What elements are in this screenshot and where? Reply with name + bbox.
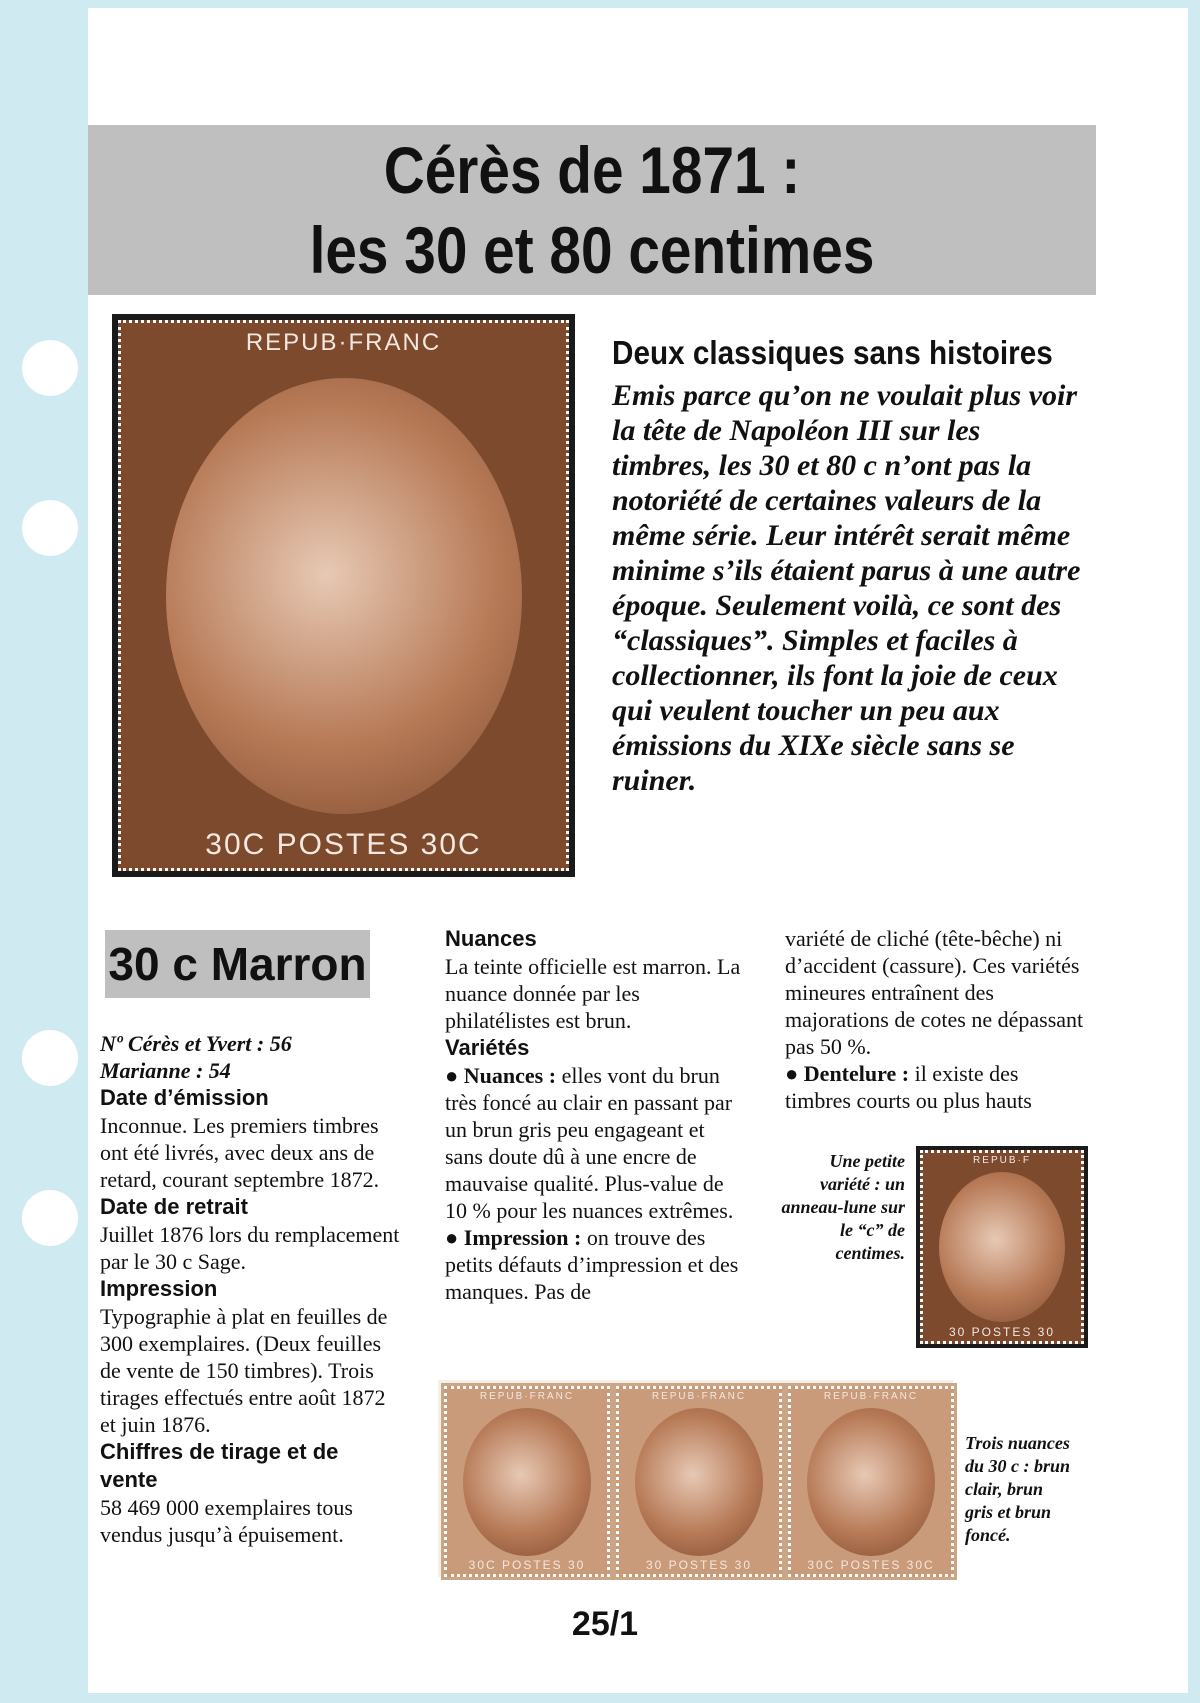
text-retrait: Juillet 1876 lors du remplacement par le 30 c Sage.	[100, 1222, 400, 1274]
intro-heading: Deux classiques sans histoires	[612, 334, 1053, 371]
stamp-portrait	[166, 378, 522, 814]
stamp-bottom-label: 30 POSTES 30	[645, 1558, 753, 1572]
stamp-bottom-label: 30 POSTES 30	[948, 1325, 1056, 1339]
stamp-bottom-label: 30C POSTES 30C	[205, 828, 482, 861]
stamp-portrait	[463, 1408, 591, 1556]
stamp-top-label: REPUB·FRANC	[479, 1391, 575, 1402]
intro-text: Emis parce qu’on ne voulait plus voir la tête de Napoléon III sur les timbres, les 30 et 80 c n’ont pas la notoriété de certaines valeurs de la même série. Leur intérêt serait même minime s’ils étaient parus à une autre époque. Seulement voilà, ce sont des “classiques”. Simples et faciles à collectionner, ils font la joie de ceux qui veulent toucher un peu aux émissions du XIXe siècle sans se ruiner.	[612, 379, 1081, 797]
variety-dentelure	[785, 1060, 1085, 1114]
variety-nuances	[445, 1062, 745, 1224]
column-2	[445, 925, 745, 1305]
stamp-top-label: REPUB·F	[973, 1155, 1031, 1166]
stamp-bottom-label: 30C POSTES 30	[468, 1558, 586, 1572]
page-number: 25/1	[571, 1605, 639, 1643]
text-nuances: La teinte officielle est marron. La nuance donnée par les philatélistes est brun.	[445, 954, 741, 1033]
stamp-top-label: REPUB·FRANC	[823, 1391, 919, 1402]
binder-hole	[22, 1030, 78, 1086]
variety-nuances-text: elles vont du brun très foncé au clair en passant par un brun gris peu engageant et sans doute dû à une encre de mauvaise qualité. Plus-value de 10 % pour les nuances extrêmes.	[445, 1063, 734, 1223]
column-3	[785, 925, 1085, 1114]
binder-hole	[22, 500, 78, 556]
stamp-bottom-label: 30C POSTES 30C	[807, 1558, 935, 1572]
main-stamp-image	[118, 320, 569, 871]
caption-trio: Trois nuances du 30 c : brun clair, brun gris et brun foncé.	[965, 1433, 1071, 1545]
section-title: 30 c Marron	[105, 930, 370, 998]
stamp-top-label: REPUB·FRANC	[245, 329, 442, 356]
reference-ceres-yvert: Nº Cérès et Yvert : 56	[100, 1031, 292, 1056]
stamp-portrait	[807, 1408, 935, 1556]
column-1	[100, 1030, 400, 1548]
text-emission: Inconnue. Les premiers timbres ont été livrés, avec deux ans de retard, courant septembre 1872.	[100, 1113, 380, 1192]
stamp-top-label: REPUB·FRANC	[651, 1391, 747, 1402]
heading-nuances: Nuances	[445, 926, 537, 951]
heading-impression: Impression	[100, 1276, 218, 1301]
reference-marianne: Marianne : 54	[100, 1058, 231, 1083]
title-line-2: les 30 et 80 centimes	[309, 213, 875, 287]
binder-hole	[22, 340, 78, 396]
heading-varietes: Variétés	[445, 1035, 530, 1060]
heading-retrait: Date de retrait	[100, 1194, 248, 1219]
variety-dentelure-text: il existe des timbres courts ou plus hauts	[785, 1061, 1032, 1113]
variety-impression-text: on trouve des petits défauts d’impression et des manques. Pas de	[445, 1225, 739, 1304]
stamp-portrait	[635, 1408, 763, 1556]
three-shades-stamps-image	[438, 1380, 953, 1577]
variety-nuances-label: ● Nuances :	[445, 1063, 557, 1088]
variety-impression-label: ● Impression :	[445, 1225, 582, 1250]
text-varietes-continued: variété de cliché (tête-bêche) ni d’accident (cassure). Ces variétés mineures entraînent des majorations de cotes ne dépassant pas 50 %.	[785, 926, 1084, 1059]
text-chiffres: 58 469 000 exemplaires tous vendus jusqu’à épuisement.	[100, 1495, 353, 1547]
stamp-dark-brown	[788, 1386, 954, 1577]
variety-stamp-image	[920, 1150, 1084, 1344]
binder-hole	[22, 1190, 78, 1246]
heading-chiffres: Chiffres de tirage et de vente	[100, 1439, 339, 1492]
stamp-grey-brown	[616, 1386, 782, 1577]
variety-impression	[445, 1224, 745, 1305]
variety-dentelure-label: ● Dentelure :	[785, 1061, 910, 1086]
page-title	[159, 130, 1026, 290]
stamp-light-brown	[444, 1386, 610, 1577]
title-line-1: Cérès de 1871 :	[383, 133, 801, 207]
heading-emission: Date d’émission	[100, 1085, 269, 1110]
stamp-portrait	[939, 1172, 1065, 1322]
next-page-arrow-icon	[1110, 1108, 1126, 1128]
caption-small-stamp: Une petite variété : un anneau-lune sur le “c” de centimes.	[781, 1151, 905, 1263]
text-impression: Typographie à plat en feuilles de 300 exemplaires. (Deux feuilles de vente de 150 timbres). Trois tirages effectués entre août 1872 et juin 1876.	[100, 1304, 388, 1437]
